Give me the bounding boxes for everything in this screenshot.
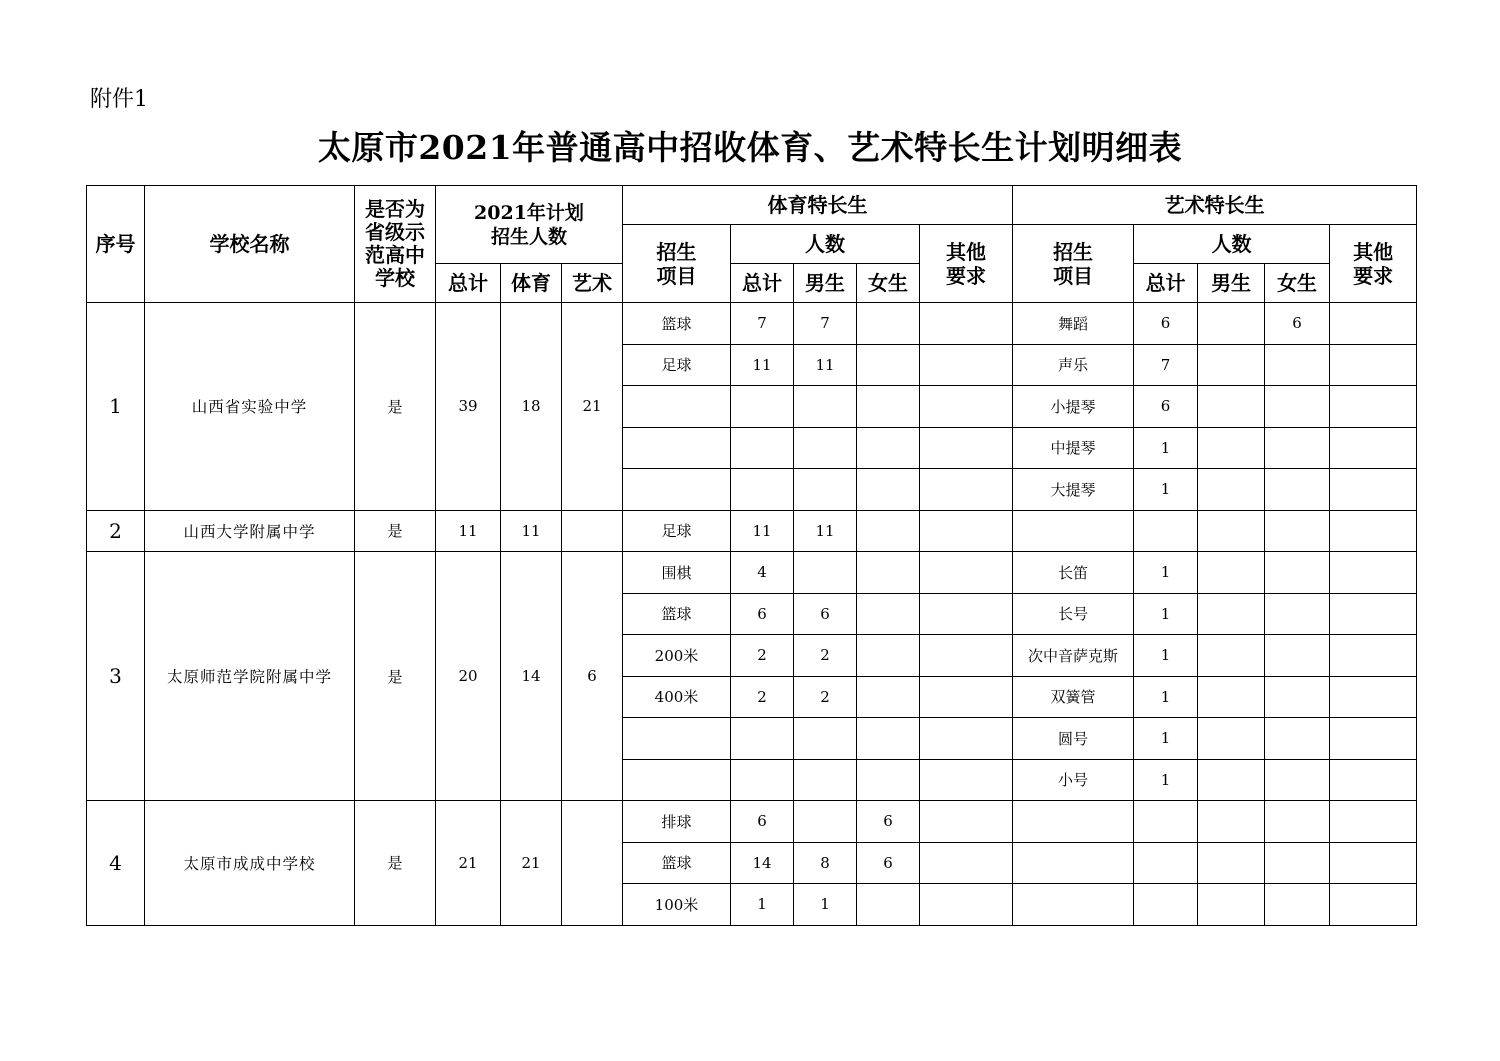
a-male-cell: [1198, 842, 1265, 884]
a-total-cell: 1: [1134, 759, 1198, 801]
a-female-cell: [1265, 386, 1330, 428]
s-female-cell: [857, 759, 920, 801]
a-female-cell: [1265, 884, 1330, 926]
s-total-cell: 7: [731, 303, 794, 345]
a-other-cell: [1330, 718, 1417, 760]
header-sports-female: 女生: [857, 264, 920, 303]
s-total-cell: [731, 718, 794, 760]
provincial-cell: 是: [355, 801, 436, 926]
plan-total-cell: 20: [436, 552, 501, 801]
plan-sport-cell: 11: [501, 510, 562, 552]
a-female-cell: [1265, 759, 1330, 801]
header-plan: [436, 186, 623, 264]
a-other-cell: [1330, 510, 1417, 552]
a-total-cell: 1: [1134, 427, 1198, 469]
table-row: [87, 801, 1417, 843]
a-item-cell: 声乐: [1013, 344, 1134, 386]
a-item-cell: 长笛: [1013, 552, 1134, 594]
a-male-cell: [1198, 344, 1265, 386]
s-item-cell: [623, 759, 731, 801]
header-arts-male: 男生: [1198, 264, 1265, 303]
a-other-cell: [1330, 303, 1417, 345]
a-total-cell: [1134, 510, 1198, 552]
a-male-cell: [1198, 801, 1265, 843]
a-item-cell: [1013, 884, 1134, 926]
header-arts-other-text: 其他要求: [1353, 239, 1394, 288]
header-sports-male: 男生: [794, 264, 857, 303]
provincial-cell: 是: [355, 303, 436, 511]
s-other-cell: [920, 801, 1013, 843]
a-item-cell: [1013, 510, 1134, 552]
plan-art-cell: 6: [562, 552, 623, 801]
s-item-cell: [623, 718, 731, 760]
s-total-cell: 4: [731, 552, 794, 594]
s-male-cell: 11: [794, 344, 857, 386]
a-other-cell: [1330, 635, 1417, 677]
a-item-cell: 双簧管: [1013, 676, 1134, 718]
header-plan-sport: 体育: [501, 264, 562, 303]
seq-cell: 3: [87, 552, 145, 801]
a-item-cell: 大提琴: [1013, 469, 1134, 511]
header-arts: 艺术特长生: [1013, 186, 1417, 225]
s-total-cell: 1: [731, 884, 794, 926]
a-other-cell: [1330, 759, 1417, 801]
plan-total-cell: 21: [436, 801, 501, 926]
a-female-cell: [1265, 801, 1330, 843]
s-male-cell: [794, 718, 857, 760]
s-total-cell: [731, 759, 794, 801]
a-female-cell: [1265, 427, 1330, 469]
a-other-cell: [1330, 427, 1417, 469]
table-row: [87, 303, 1417, 345]
a-male-cell: [1198, 676, 1265, 718]
a-total-cell: 7: [1134, 344, 1198, 386]
s-total-cell: 6: [731, 593, 794, 635]
s-female-cell: [857, 510, 920, 552]
header-plan-total: 总计: [436, 264, 501, 303]
s-item-cell: 足球: [623, 510, 731, 552]
s-item-cell: 围棋: [623, 552, 731, 594]
header-arts-item-text: 招生项目: [1053, 239, 1094, 288]
a-other-cell: [1330, 801, 1417, 843]
a-item-cell: [1013, 801, 1134, 843]
s-item-cell: [623, 386, 731, 428]
s-other-cell: [920, 303, 1013, 345]
a-item-cell: 次中音萨克斯: [1013, 635, 1134, 677]
a-item-cell: 中提琴: [1013, 427, 1134, 469]
s-total-cell: 11: [731, 510, 794, 552]
s-other-cell: [920, 427, 1013, 469]
a-total-cell: 1: [1134, 718, 1198, 760]
s-other-cell: [920, 759, 1013, 801]
a-total-cell: [1134, 842, 1198, 884]
s-other-cell: [920, 884, 1013, 926]
s-item-cell: 篮球: [623, 303, 731, 345]
a-total-cell: 1: [1134, 635, 1198, 677]
s-item-cell: 排球: [623, 801, 731, 843]
a-other-cell: [1330, 386, 1417, 428]
s-total-cell: 2: [731, 676, 794, 718]
school-name-cell: 太原市成成中学校: [145, 801, 355, 926]
a-item-cell: 舞蹈: [1013, 303, 1134, 345]
a-female-cell: [1265, 344, 1330, 386]
a-item-cell: 小号: [1013, 759, 1134, 801]
school-name-cell: 太原师范学院附属中学: [145, 552, 355, 801]
a-item-cell: 圆号: [1013, 718, 1134, 760]
a-total-cell: 1: [1134, 552, 1198, 594]
a-female-cell: [1265, 593, 1330, 635]
plan-total-cell: 39: [436, 303, 501, 511]
a-total-cell: [1134, 801, 1198, 843]
a-male-cell: [1198, 552, 1265, 594]
a-total-cell: 1: [1134, 676, 1198, 718]
s-male-cell: 2: [794, 635, 857, 677]
a-total-cell: 1: [1134, 469, 1198, 511]
a-item-cell: [1013, 842, 1134, 884]
school-name-cell: 山西省实验中学: [145, 303, 355, 511]
header-sports: 体育特长生: [623, 186, 1013, 225]
header-arts-other: [1330, 225, 1417, 303]
header-plan-art: 艺术: [562, 264, 623, 303]
s-male-cell: 11: [794, 510, 857, 552]
s-female-cell: [857, 344, 920, 386]
s-male-cell: 1: [794, 884, 857, 926]
header-sports-count: 人数: [731, 225, 920, 264]
seq-cell: 1: [87, 303, 145, 511]
s-female-cell: [857, 303, 920, 345]
s-female-cell: [857, 427, 920, 469]
page-title: 太原市2021年普通高中招收体育、艺术特长生计划明细表: [317, 128, 1183, 167]
s-male-cell: 6: [794, 593, 857, 635]
s-female-cell: 6: [857, 801, 920, 843]
a-female-cell: [1265, 718, 1330, 760]
s-female-cell: [857, 635, 920, 677]
s-female-cell: [857, 676, 920, 718]
a-total-cell: 6: [1134, 303, 1198, 345]
a-total-cell: 1: [1134, 593, 1198, 635]
plan-total-cell: 11: [436, 510, 501, 552]
plan-art-cell: 21: [562, 303, 623, 511]
a-female-cell: [1265, 510, 1330, 552]
s-female-cell: [857, 552, 920, 594]
a-other-cell: [1330, 676, 1417, 718]
a-male-cell: [1198, 427, 1265, 469]
a-other-cell: [1330, 884, 1417, 926]
header-provincial-text: 是否为省级示范高中学校: [365, 197, 425, 290]
a-total-cell: 6: [1134, 386, 1198, 428]
s-item-cell: 篮球: [623, 593, 731, 635]
table-header: [87, 186, 1417, 303]
a-male-cell: [1198, 386, 1265, 428]
a-male-cell: [1198, 303, 1265, 345]
a-male-cell: [1198, 593, 1265, 635]
provincial-cell: 是: [355, 510, 436, 552]
seq-cell: 2: [87, 510, 145, 552]
table-row: [87, 510, 1417, 552]
a-total-cell: [1134, 884, 1198, 926]
a-female-cell: [1265, 469, 1330, 511]
a-other-cell: [1330, 593, 1417, 635]
a-other-cell: [1330, 842, 1417, 884]
s-female-cell: [857, 469, 920, 511]
plan-sport-cell: 18: [501, 303, 562, 511]
s-male-cell: 2: [794, 676, 857, 718]
s-total-cell: [731, 427, 794, 469]
s-other-cell: [920, 842, 1013, 884]
s-other-cell: [920, 593, 1013, 635]
s-male-cell: [794, 552, 857, 594]
s-female-cell: [857, 386, 920, 428]
a-other-cell: [1330, 344, 1417, 386]
a-male-cell: [1198, 884, 1265, 926]
header-arts-count: 人数: [1134, 225, 1330, 264]
s-female-cell: [857, 884, 920, 926]
a-other-cell: [1330, 552, 1417, 594]
school-name-cell: 山西大学附属中学: [145, 510, 355, 552]
plan-art-cell: [562, 801, 623, 926]
a-item-cell: 长号: [1013, 593, 1134, 635]
seq-cell: 4: [87, 801, 145, 926]
header-arts-total: 总计: [1134, 264, 1198, 303]
header-provincial: [355, 186, 436, 303]
a-female-cell: [1265, 676, 1330, 718]
s-other-cell: [920, 718, 1013, 760]
s-male-cell: [794, 469, 857, 511]
header-sports-item: [623, 225, 731, 303]
a-female-cell: [1265, 842, 1330, 884]
attachment-label: 附件1: [90, 87, 148, 112]
s-female-cell: [857, 593, 920, 635]
plan-table: [86, 185, 1417, 926]
s-other-cell: [920, 676, 1013, 718]
s-total-cell: 2: [731, 635, 794, 677]
s-male-cell: [794, 801, 857, 843]
header-arts-item: [1013, 225, 1134, 303]
plan-sport-cell: 21: [501, 801, 562, 926]
provincial-cell: 是: [355, 552, 436, 801]
table-body: [87, 303, 1417, 926]
a-item-cell: 小提琴: [1013, 386, 1134, 428]
header-sports-other: [920, 225, 1013, 303]
header-seq: 序号: [87, 186, 145, 303]
plan-art-cell: [562, 510, 623, 552]
a-female-cell: 6: [1265, 303, 1330, 345]
s-other-cell: [920, 510, 1013, 552]
plan-sport-cell: 14: [501, 552, 562, 801]
s-other-cell: [920, 552, 1013, 594]
a-other-cell: [1330, 469, 1417, 511]
s-other-cell: [920, 344, 1013, 386]
header-sports-other-text: 其他要求: [946, 239, 987, 288]
s-other-cell: [920, 469, 1013, 511]
header-sports-total: 总计: [731, 264, 794, 303]
s-total-cell: 11: [731, 344, 794, 386]
a-female-cell: [1265, 635, 1330, 677]
header-plan-text: 2021年计划招生人数: [474, 201, 584, 248]
s-item-cell: 400米: [623, 676, 731, 718]
s-total-cell: 6: [731, 801, 794, 843]
a-female-cell: [1265, 552, 1330, 594]
s-item-cell: 100米: [623, 884, 731, 926]
s-other-cell: [920, 635, 1013, 677]
s-total-cell: [731, 386, 794, 428]
s-total-cell: [731, 469, 794, 511]
a-male-cell: [1198, 469, 1265, 511]
s-item-cell: 篮球: [623, 842, 731, 884]
s-male-cell: [794, 759, 857, 801]
s-other-cell: [920, 386, 1013, 428]
a-male-cell: [1198, 635, 1265, 677]
s-male-cell: [794, 386, 857, 428]
s-item-cell: 足球: [623, 344, 731, 386]
header-sports-item-text: 招生项目: [656, 239, 697, 288]
table-row: [87, 552, 1417, 594]
s-male-cell: 7: [794, 303, 857, 345]
s-male-cell: [794, 427, 857, 469]
a-male-cell: [1198, 510, 1265, 552]
a-male-cell: [1198, 759, 1265, 801]
s-female-cell: 6: [857, 842, 920, 884]
s-total-cell: 14: [731, 842, 794, 884]
header-arts-female: 女生: [1265, 264, 1330, 303]
s-item-cell: 200米: [623, 635, 731, 677]
a-male-cell: [1198, 718, 1265, 760]
s-item-cell: [623, 469, 731, 511]
s-female-cell: [857, 718, 920, 760]
s-male-cell: 8: [794, 842, 857, 884]
s-item-cell: [623, 427, 731, 469]
header-school: 学校名称: [145, 186, 355, 303]
